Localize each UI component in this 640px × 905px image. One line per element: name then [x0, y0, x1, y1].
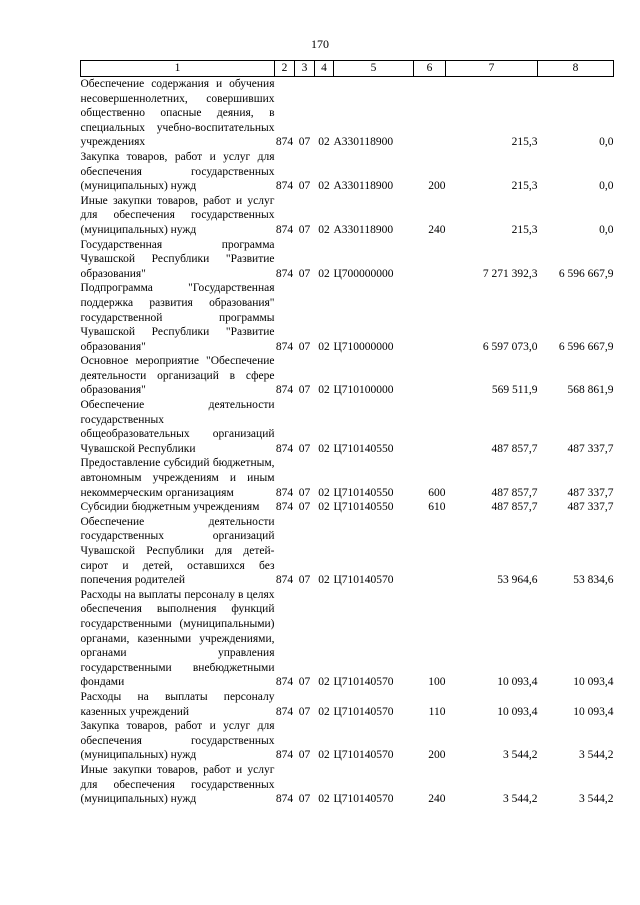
admin-code: 874 [275, 442, 294, 455]
row-name: Иные закупки товаров, работ и услуг для обеспечения государственных (муниципальных) нужд [80, 194, 275, 236]
amount-col8: 0,0 [599, 136, 614, 149]
amount-col7: 7 271 392,3 [482, 267, 538, 280]
amount-col8: 3 544,2 [579, 749, 614, 762]
section-code: 07 [298, 340, 311, 353]
table-header-row [81, 61, 614, 77]
row-name: Обеспечение содержания и обучения несовершеннолетних, совершивших общественно опасные деяния, в специальных учебно-воспитательных учреждениях [80, 78, 275, 149]
amount-col7: 569 511,9 [491, 384, 538, 397]
column-header-4: 4 [315, 61, 334, 77]
target-article-code: Ц710140570 [333, 676, 394, 689]
column-header-6: 6 [414, 61, 446, 77]
admin-code: 874 [275, 180, 294, 193]
table-row [81, 281, 614, 354]
amount-col8: 6 596 667,9 [558, 340, 614, 353]
column-header-5: 5 [334, 61, 414, 77]
amount-col7: 6 597 073,0 [482, 340, 538, 353]
subsection-code: 02 [318, 574, 330, 587]
row-name: Подпрограмма "Государственная поддержка развития образования" государственной программы Чувашской Республики "Развитие образования" [80, 282, 275, 353]
target-article-code: Ц710140570 [333, 793, 394, 806]
table-row [81, 194, 614, 238]
amount-col8: 3 544,2 [579, 793, 614, 806]
expense-kind-code [414, 354, 446, 398]
target-article-code: Ц710140570 [333, 705, 394, 718]
expense-kind-code [414, 281, 446, 354]
target-article-code: Ц710140550 [333, 486, 394, 499]
target-article-code: Ц710100000 [333, 384, 394, 397]
amount-col7: 3 544,2 [503, 749, 538, 762]
row-name: Закупка товаров, работ и услуг для обеспечения государственных (муниципальных) нужд [80, 720, 275, 762]
amount-col8: 487 337,7 [567, 501, 614, 514]
amount-col8: 6 596 667,9 [558, 267, 614, 280]
admin-code: 874 [275, 705, 294, 718]
column-header-3: 3 [295, 61, 315, 77]
admin-code: 874 [275, 136, 294, 149]
table-row [81, 456, 614, 500]
page-number: 170 [311, 37, 329, 51]
table-row [81, 398, 614, 456]
row-name: Субсидии бюджетным учреждениям [80, 501, 260, 514]
amount-col7: 10 093,4 [497, 676, 538, 689]
expense-kind-code [414, 515, 446, 588]
amount-col8: 10 093,4 [573, 676, 614, 689]
amount-col7: 3 544,2 [503, 793, 538, 806]
amount-col8: 0,0 [599, 180, 614, 193]
amount-col8: 487 337,7 [567, 442, 614, 455]
expense-kind-code: 200 [428, 749, 446, 762]
amount-col8: 487 337,7 [567, 486, 614, 499]
amount-col7: 10 093,4 [497, 705, 538, 718]
table-row [81, 763, 614, 807]
target-article-code: Ц700000000 [333, 267, 394, 280]
expense-kind-code: 100 [428, 676, 446, 689]
section-code: 07 [298, 574, 311, 587]
table-row [81, 77, 614, 150]
section-code: 07 [298, 749, 311, 762]
admin-code: 874 [275, 486, 294, 499]
amount-col7: 487 857,7 [491, 501, 538, 514]
target-article-code: А330118900 [333, 180, 394, 193]
amount-col7: 487 857,7 [491, 442, 538, 455]
subsection-code: 02 [318, 340, 330, 353]
subsection-code: 02 [318, 793, 330, 806]
amount-col8: 53 834,6 [573, 574, 614, 587]
section-code: 07 [298, 180, 311, 193]
amount-col7: 53 964,6 [497, 574, 538, 587]
section-code: 07 [298, 384, 311, 397]
row-name: Расходы на выплаты персоналу в целях обеспечения выполнения функций государственными (муниципальными) органами, казенными учреждениями, органами управления государственными внебюджетными фондами [80, 588, 275, 689]
section-code: 07 [298, 486, 311, 499]
admin-code: 874 [275, 223, 294, 236]
section-code: 07 [298, 136, 311, 149]
admin-code: 874 [275, 574, 294, 587]
row-name: Основное мероприятие "Обеспечение деятельности организаций в сфере образования" [80, 355, 275, 397]
subsection-code: 02 [318, 136, 330, 149]
target-article-code: А330118900 [333, 223, 394, 236]
subsection-code: 02 [318, 180, 330, 193]
expense-kind-code: 200 [428, 180, 446, 193]
expense-kind-code: 240 [428, 793, 446, 806]
subsection-code: 02 [318, 223, 330, 236]
column-header-2: 2 [275, 61, 295, 77]
expense-kind-code: 110 [428, 705, 446, 718]
target-article-code: Ц710000000 [333, 340, 394, 353]
row-name: Расходы на выплаты персоналу казенных учреждений [80, 690, 275, 718]
admin-code: 874 [275, 793, 294, 806]
amount-col8: 10 093,4 [573, 705, 614, 718]
admin-code: 874 [275, 749, 294, 762]
table-row [81, 719, 614, 763]
expense-kind-code [414, 77, 446, 150]
column-header-8: 8 [538, 61, 614, 77]
table-row [81, 354, 614, 398]
subsection-code: 02 [318, 705, 330, 718]
table-row [81, 690, 614, 719]
table-body [81, 77, 614, 807]
expense-kind-code [414, 398, 446, 456]
column-header-7: 7 [446, 61, 538, 77]
subsection-code: 02 [318, 384, 330, 397]
row-name: Обеспечение деятельности государственных общеобразовательных организаций Чувашской Республики [80, 399, 275, 455]
row-name: Иные закупки товаров, работ и услуг для обеспечения государственных (муниципальных) нужд [80, 763, 275, 806]
amount-col7: 215,3 [511, 180, 538, 193]
subsection-code: 02 [318, 501, 330, 514]
amount-col8: 568 861,9 [567, 384, 614, 397]
amount-col8: 0,0 [599, 223, 614, 236]
subsection-code: 02 [318, 486, 330, 499]
section-code: 07 [298, 267, 311, 280]
target-article-code: Ц710140570 [333, 749, 394, 762]
amount-col7: 215,3 [511, 136, 538, 149]
admin-code: 874 [275, 501, 294, 514]
subsection-code: 02 [318, 676, 330, 689]
section-code: 07 [298, 501, 311, 514]
table-row [81, 500, 614, 515]
table-row [81, 238, 614, 282]
admin-code: 874 [275, 340, 294, 353]
expense-kind-code: 240 [428, 223, 446, 236]
amount-col7: 487 857,7 [491, 486, 538, 499]
table-row [81, 588, 614, 690]
subsection-code: 02 [318, 442, 330, 455]
amount-col7: 215,3 [511, 223, 538, 236]
row-name: Государственная программа Чувашской Республики "Развитие образования" [80, 238, 275, 280]
budget-table [80, 60, 614, 807]
target-article-code: Ц710140550 [333, 501, 394, 514]
table-row [81, 150, 614, 194]
target-article-code: Ц710140570 [333, 574, 394, 587]
row-name: Предоставление субсидий бюджетным, автономным учреждениям и иным некоммерческим организациям [80, 457, 275, 499]
section-code: 07 [298, 442, 311, 455]
row-name: Обеспечение деятельности государственных организаций Чувашской Республики для детей-сирот и детей, оставшихся без попечения родителей [80, 515, 275, 587]
expense-kind-code [414, 238, 446, 282]
section-code: 07 [298, 793, 311, 806]
admin-code: 874 [275, 676, 294, 689]
column-header-1: 1 [81, 61, 275, 77]
expense-kind-code: 610 [428, 501, 446, 514]
expense-kind-code: 600 [428, 486, 446, 499]
target-article-code: Ц710140550 [333, 442, 394, 455]
row-name: Закупка товаров, работ и услуг для обеспечения государственных (муниципальных) нужд [80, 150, 275, 193]
subsection-code: 02 [318, 267, 330, 280]
admin-code: 874 [275, 267, 294, 280]
admin-code: 874 [275, 384, 294, 397]
section-code: 07 [298, 223, 311, 236]
section-code: 07 [298, 705, 311, 718]
subsection-code: 02 [318, 749, 330, 762]
table-row [81, 515, 614, 588]
target-article-code: А330118900 [333, 136, 394, 149]
section-code: 07 [298, 676, 311, 689]
